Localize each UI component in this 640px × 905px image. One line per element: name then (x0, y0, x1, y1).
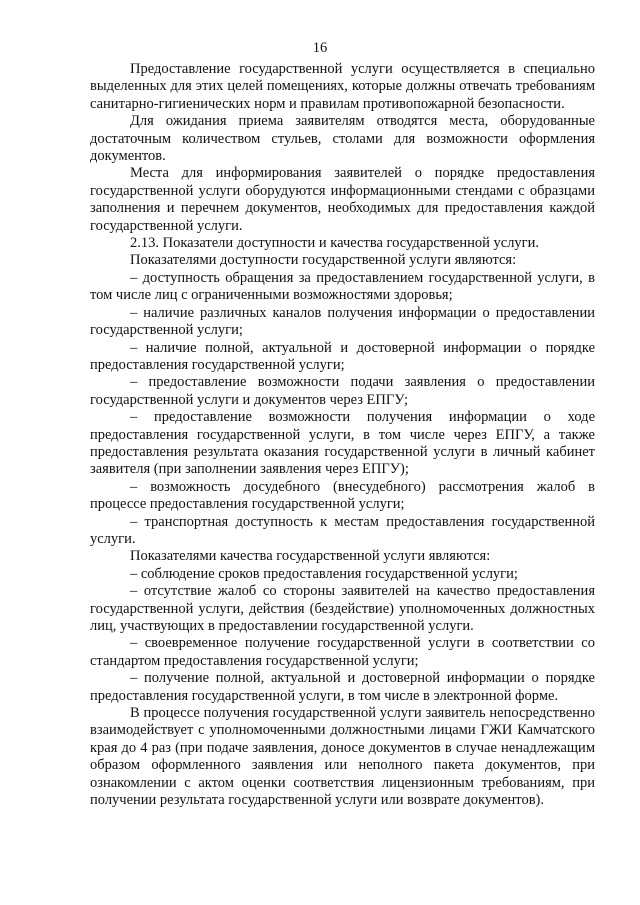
list-item: – наличие различных каналов получения информации о предоставлении государственной услуги; (90, 304, 595, 339)
paragraph: Показателями качества государственной услуги являются: (130, 548, 491, 565)
page-number: 16 (312, 40, 328, 56)
section-heading: 2.13. Показатели доступности и качества государственной услуги. (130, 235, 540, 252)
list-item: – возможность досудебного (внесудебного) рассмотрения жалоб в процессе предоставления государственной услуги; (90, 478, 595, 513)
list-item: – предоставление возможности подачи заявления о предоставлении государственной услуги и документов через ЕПГУ; (90, 374, 595, 408)
paragraph: Показателями доступности государственной услуги являются: (130, 252, 517, 269)
paragraph: Предоставление государственной услуги осуществляется в специально выделенных для этих целей помещениях, которые должны отвечать требованиям санитарно-гигиенических норм и правилам противопожарной безопасности. (90, 61, 595, 112)
list-item: – отсутствие жалоб со стороны заявителей на качество предоставления государственной услуги, действия (бездействие) уполномоченных должностных лиц, участвующих в предоставлении государственной услуги. (90, 583, 595, 634)
paragraph: В процессе получения государственной услуги заявитель непосредственно взаимодействует с уполномоченными должностными лицами ГЖИ Камчатского края до 4 раз (при подаче заявления, доносе документов в случае ненадлежащим образом оформленного заявления или неполного пакета документов, при ознакомлении с актом оценки соответствия лицензионным требованиям, при получении результата государственной услуги или возврате документов). (90, 705, 595, 809)
list-item: – получение полной, актуальной и достоверной информации о порядке предоставления государственной услуги, в том числе в электронной форме. (90, 670, 595, 704)
list-item: – транспортная доступность к местам предоставления государственной услуги. (90, 513, 595, 547)
document-body (90, 61, 595, 809)
paragraph: Для ожидания приема заявителям отводятся места, оборудованные достаточным количеством стульев, столами для возможности оформления документов. (90, 113, 595, 165)
list-item: – соблюдение сроков предоставления государственной услуги; (130, 565, 518, 582)
paragraph: Места для информирования заявителей о порядке предоставления государственной услуги оборудуются информационными стендами с образцами заполнения и перечнем документов, необходимых для предоставления каждой государственной услуги. (90, 165, 595, 234)
list-item: – наличие полной, актуальной и достоверной информации о порядке предоставления государственной услуги; (90, 339, 595, 373)
list-item: – своевременное получение государственной услуги в соответствии со стандартом предоставления государственной услуги; (90, 635, 595, 669)
list-item: – предоставление возможности получения информации о ходе предоставления государственной услуги, в том числе через ЕПГУ, а также предоставления результата оказания государственной услуги в личный кабинет заявителя (при заполнении заявления через ЕПГУ); (90, 409, 595, 478)
list-item: – доступность обращения за предоставлением государственной услуги, в том числе лиц с ограниченными возможностями здоровья; (90, 269, 595, 304)
